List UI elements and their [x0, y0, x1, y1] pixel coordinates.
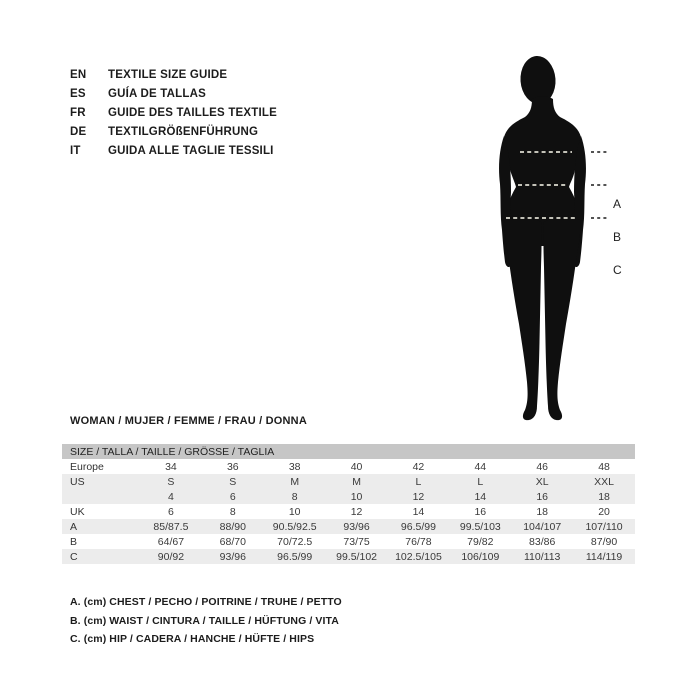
language-label: GUIDA ALLE TAGLIE TESSILI: [108, 144, 274, 157]
size-cell: 8: [229, 505, 236, 518]
measurement-label-b: B: [613, 230, 622, 244]
language-code: FR: [70, 106, 86, 119]
table-header-row: [62, 444, 635, 459]
size-cell: L: [477, 475, 484, 488]
size-cell: 99.5/102: [336, 550, 377, 563]
size-cell: 20: [598, 505, 610, 518]
size-cell: M: [352, 475, 361, 488]
size-cell: 96.5/99: [400, 520, 436, 533]
table-row-c: [62, 549, 635, 564]
size-cell: 40: [350, 460, 363, 473]
size-cell: 18: [536, 505, 549, 518]
size-cell: 16: [536, 490, 549, 503]
row-label: B: [70, 535, 78, 548]
size-cell: 10: [350, 490, 363, 503]
size-cell: L: [415, 475, 422, 488]
size-cell: 64/67: [157, 535, 185, 548]
language-item-en: [70, 65, 277, 84]
size-cell: 96.5/99: [277, 550, 313, 563]
size-table-container: [62, 444, 635, 564]
size-cell: 99.5/103: [459, 520, 501, 533]
measurement-label-c: C: [613, 263, 622, 277]
size-cell: 90/92: [157, 550, 185, 563]
size-cell: 102.5/105: [395, 550, 442, 563]
size-cell: 87/90: [590, 535, 618, 548]
legend-line-a: A. (cm) CHEST / PECHO / POITRINE / TRUHE / PETTO: [70, 596, 342, 608]
table-row-a: [62, 519, 635, 534]
size-cell: 46: [536, 460, 549, 473]
size-cell: 73/75: [343, 535, 370, 548]
size-cell: 12: [412, 490, 425, 503]
measurement-figure: [492, 52, 632, 424]
measurement-label-a: A: [613, 197, 622, 211]
row-label: US: [70, 475, 85, 488]
size-cell: 16: [474, 505, 487, 518]
woman-silhouette: [492, 52, 632, 424]
language-code: ES: [70, 87, 86, 100]
size-cell: 107/110: [585, 520, 623, 533]
size-cell: 104/107: [523, 520, 562, 533]
size-cell: 79/82: [467, 535, 494, 548]
measurement-legend: [70, 593, 342, 649]
size-cell: 18: [598, 490, 610, 503]
language-item-it: [70, 141, 277, 160]
size-cell: XXL: [594, 475, 614, 488]
size-cell: 83/86: [529, 535, 556, 548]
size-cell: 44: [474, 460, 487, 473]
size-cell: 34: [165, 460, 177, 473]
language-item-fr: [70, 103, 277, 122]
size-cell: 110/113: [523, 550, 561, 563]
row-label: UK: [70, 505, 85, 518]
size-cell: S: [167, 475, 175, 488]
table-header: SIZE / TALLA / TAILLE / GRÖSSE / TAGLIA: [62, 444, 635, 459]
size-cell: 90.5/92.5: [272, 520, 317, 533]
language-label: TEXTILE SIZE GUIDE: [108, 68, 228, 81]
size-cell: 68/70: [219, 535, 246, 548]
size-cell: 4: [168, 490, 174, 503]
size-cell: XL: [535, 475, 549, 488]
size-cell: 6: [168, 505, 174, 518]
size-cell: 114/119: [585, 550, 623, 563]
section-title: WOMAN / MUJER / FEMME / FRAU / DONNA: [70, 415, 307, 427]
size-cell: 93/96: [219, 550, 246, 563]
table-row-europe: [62, 459, 635, 474]
size-cell: 12: [350, 505, 363, 518]
language-code: IT: [70, 144, 81, 157]
language-label: GUIDE DES TAILLES TEXTILE: [108, 106, 277, 119]
row-label: C: [70, 550, 78, 563]
size-cell: 8: [291, 490, 298, 503]
row-label: Europe: [70, 460, 104, 473]
language-item-es: [70, 84, 277, 103]
table-row-us: [62, 489, 635, 504]
legend-line-c: C. (cm) HIP / CADERA / HANCHE / HÜFTE / HIPS: [70, 633, 315, 645]
row-label: [62, 489, 140, 504]
legend-line-b: B. (cm) WAIST / CINTURA / TAILLE / HÜFTUNG / VITA: [70, 614, 339, 627]
size-table: [62, 444, 635, 564]
size-cell: 42: [412, 460, 425, 473]
language-code: EN: [70, 68, 87, 81]
size-cell: 36: [226, 460, 239, 473]
size-cell: 70/72.5: [277, 535, 313, 548]
table-row-b: [62, 534, 635, 549]
size-cell: 10: [288, 505, 301, 518]
language-list: [70, 65, 277, 160]
size-cell: 106/109: [461, 550, 500, 563]
size-cell: 48: [598, 460, 610, 473]
size-cell: 85/87.5: [153, 520, 189, 533]
size-cell: 93/96: [343, 520, 370, 533]
size-cell: 38: [288, 460, 301, 473]
size-cell: 14: [412, 505, 425, 518]
language-item-de: [70, 122, 277, 141]
row-label: A: [70, 520, 78, 533]
language-label: GUÍA DE TALLAS: [108, 87, 206, 100]
table-row-us: [62, 474, 635, 489]
language-code: DE: [70, 125, 87, 138]
size-cell: 76/78: [405, 535, 432, 548]
size-cell: S: [229, 475, 237, 488]
size-cell: 88/90: [219, 520, 246, 533]
size-cell: 6: [229, 490, 236, 503]
language-label: TEXTILGRÖßENFÜHRUNG: [108, 125, 259, 138]
size-cell: 14: [474, 490, 487, 503]
table-row-uk: [62, 504, 635, 519]
size-cell: M: [290, 475, 300, 488]
